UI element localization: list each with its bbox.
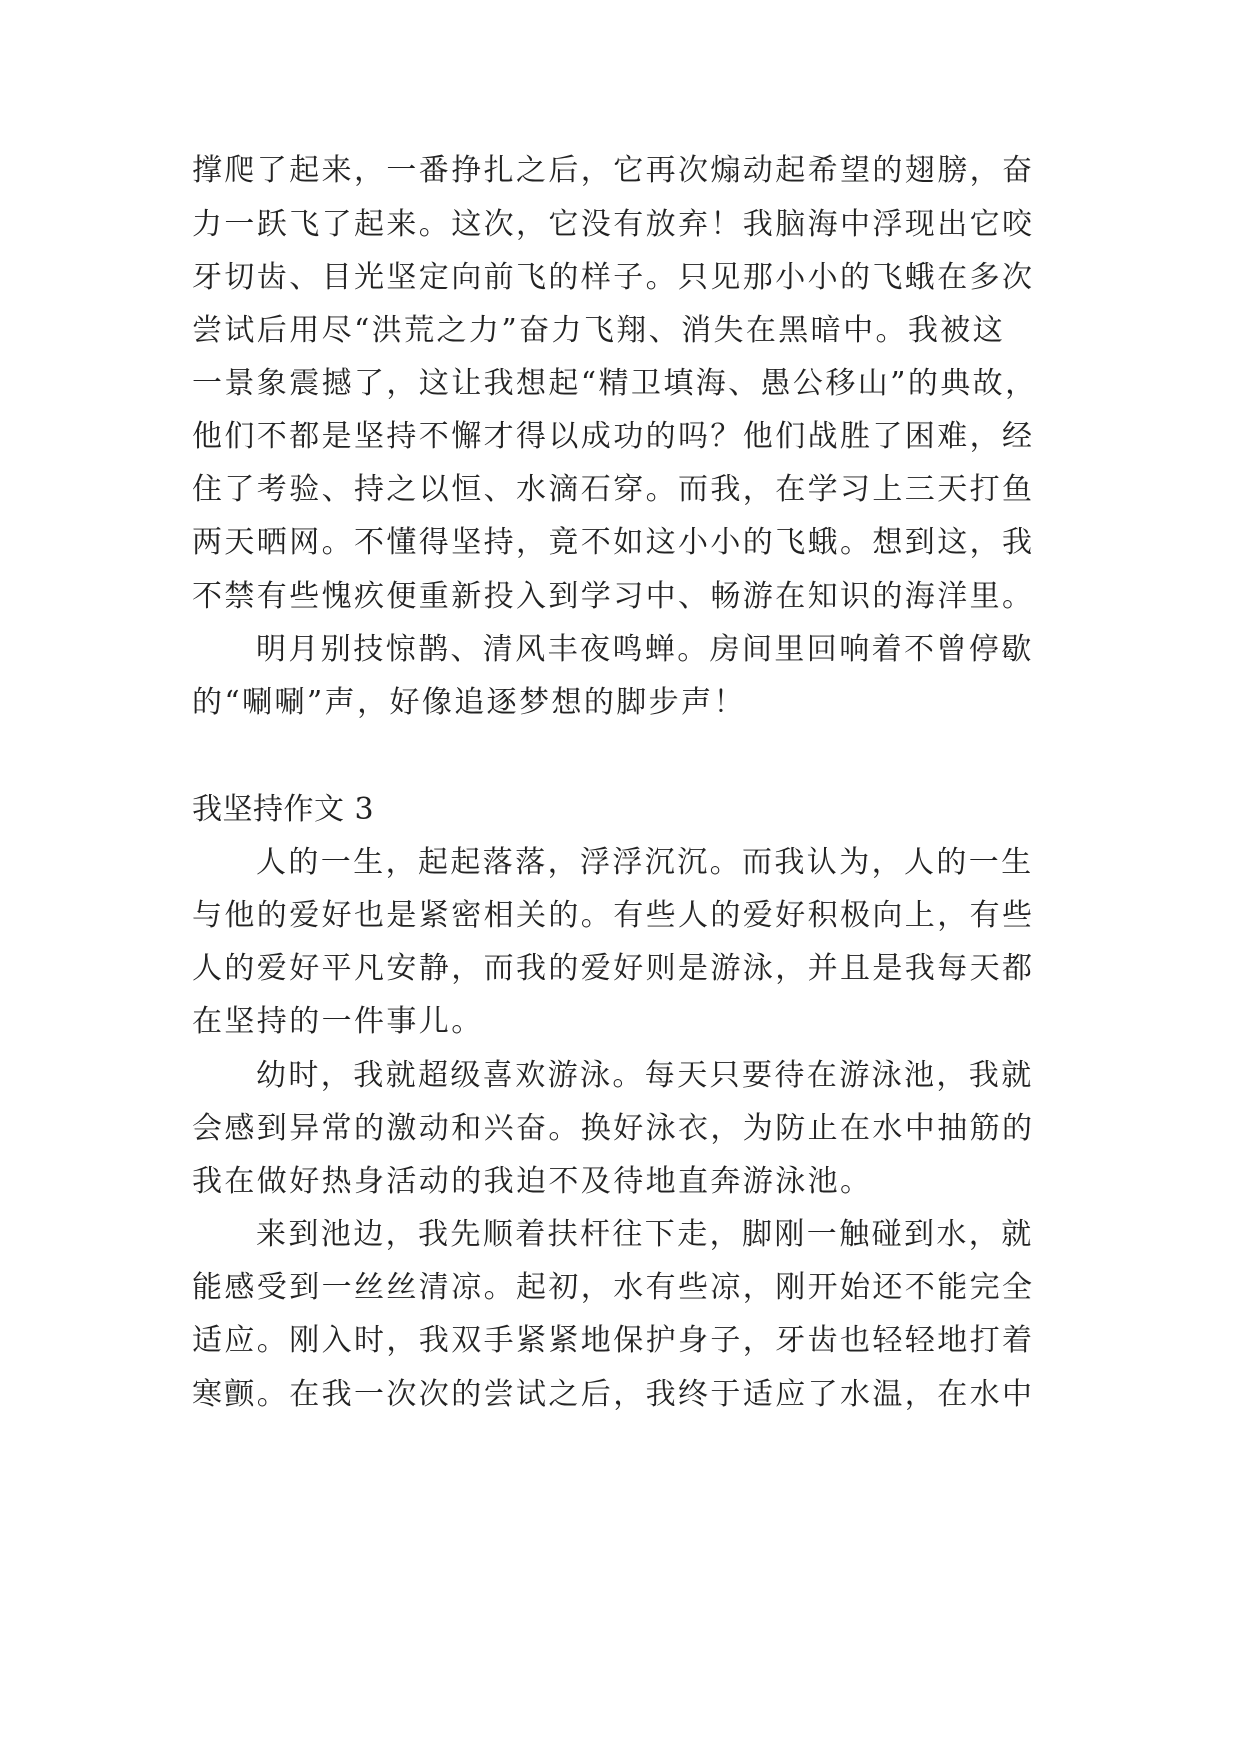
text-line: 住了考验、持之以恒、水滴石穿。而我，在学习上三天打鱼 (192, 472, 1035, 507)
text-line: 力一跃飞了起来。这次，它没有放弃！我脑海中浮现出它咬 (192, 207, 1035, 242)
text-line: 会感到异常的激动和兴奋。换好泳衣，为防止在水中抽筋的 (192, 1111, 1035, 1146)
text-line: 适应。刚入时，我双手紧紧地保护身子，牙齿也轻轻地打着 (192, 1323, 1035, 1358)
text-line: 我在做好热身活动的我迫不及待地直奔游泳池。 (192, 1164, 873, 1199)
essay-title: 我坚持作文 3 (192, 792, 375, 827)
text-line: 明月别技惊鹊、清风丰夜鸣蝉。房间里回响着不曾停歇 (256, 632, 1034, 667)
text-line: 牙切齿、目光坚定向前飞的样子。只见那小小的飞蛾在多次 (192, 260, 1035, 295)
text-line: 一景象震撼了，这让我想起“精卫填海、愚公移山”的典故， (192, 366, 1038, 401)
text-line: 他们不都是坚持不懈才得以成功的吗？他们战胜了困难，经 (192, 419, 1035, 454)
text-line: 能感受到一丝丝清凉。起初，水有些凉，刚开始还不能完全 (192, 1270, 1035, 1305)
text-line: 的“唰唰”声，好像追逐梦想的脚步声！ (192, 685, 746, 720)
text-line: 寒颤。在我一次次的尝试之后，我终于适应了水温，在水中 (192, 1377, 1035, 1412)
text-line: 人的爱好平凡安静，而我的爱好则是游泳，并且是我每天都 (192, 951, 1035, 986)
text-line: 尝试后用尽“洪荒之力”奋力飞翔、消失在黑暗中。我被这 (192, 313, 1006, 348)
text-line: 与他的爱好也是紧密相关的。有些人的爱好积极向上，有些 (192, 898, 1035, 933)
text-line: 来到池边，我先顺着扶杆往下走，脚刚一触碰到水，就 (256, 1217, 1034, 1252)
text-line: 两天晒网。不懂得坚持，竟不如这小小的飞蛾。想到这，我 (192, 525, 1035, 560)
text-line: 不禁有些愧疚便重新投入到学习中、畅游在知识的海洋里。 (192, 579, 1035, 614)
text-line: 撑爬了起来，一番挣扎之后，它再次煽动起希望的翅膀，奋 (192, 153, 1035, 188)
text-line: 人的一生，起起落落，浮浮沉沉。而我认为，人的一生 (256, 845, 1034, 880)
text-line: 幼时，我就超级喜欢游泳。每天只要待在游泳池，我就 (256, 1058, 1034, 1093)
text-line: 在坚持的一件事儿。 (192, 1004, 484, 1039)
